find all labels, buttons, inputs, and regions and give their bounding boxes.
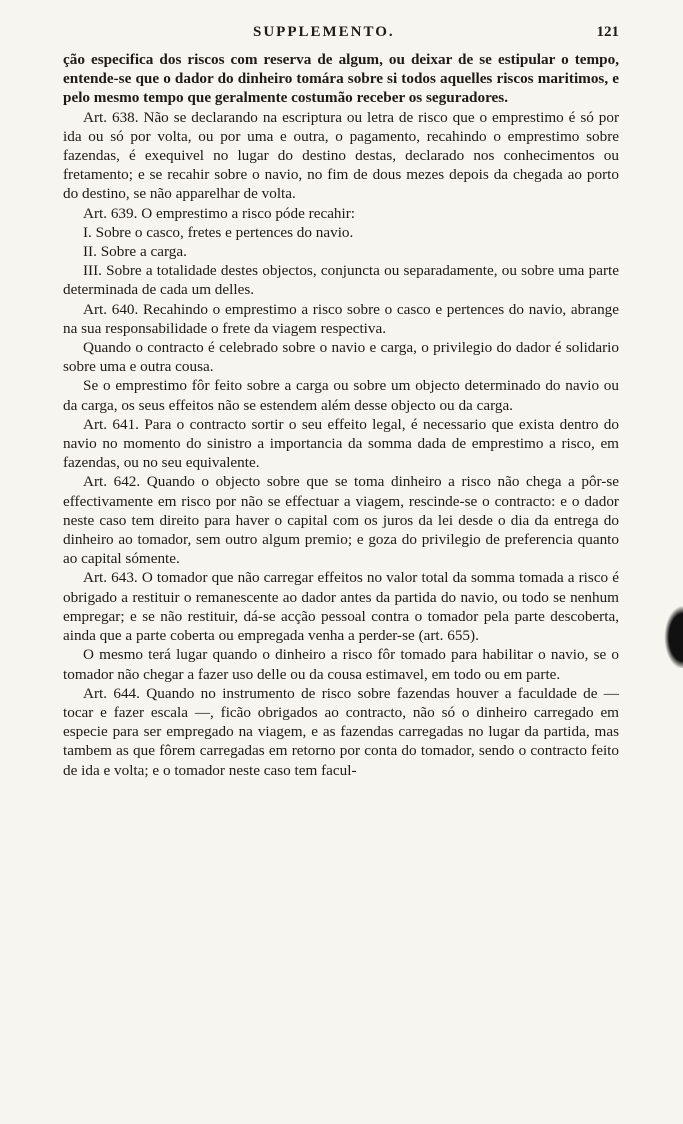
paragraph-art-644: Art. 644. Quando no instrumento de risco sobre fazendas houver a faculdade de — tocar e fazer escala —, ficão obrigados ao contracto, não só o dinheiro carregado em especie para ser empregado na viagem, e as fazendas carregadas no lugar da partida, mas tambem as que fôrem carregadas em retorno por conta do tomador, sendo o contracto feito de ida e volta; e o tomador neste caso tem facul- (63, 684, 619, 779)
paragraph-art-642: Art. 642. Quando o objecto sobre que se toma dinheiro a risco não chega a pôr-se effectivamente em risco por não se effectuar a viagem, rescinde-se o contracto: e o dador neste caso tem direito para haver o capital com os juros da lei desde o dia da entrega do dinheiro ao tomador, sem outro algum premio; e goza do privilegio de preferencia quanto ao capital sómente. (63, 473, 619, 568)
running-title: SUPPLEMENTO. (253, 24, 395, 40)
paragraph-contract-navio-carga: Quando o contracto é celebrado sobre o navio e carga, o privilegio do dador é solidario sobre uma e outra cousa. (63, 339, 619, 376)
body-text (63, 50, 619, 780)
paragraph-art-639: Art. 639. O emprestimo a risco póde recahir: (83, 204, 356, 222)
page-number: 121 (596, 24, 619, 40)
paragraph-art-640: Art. 640. Recahindo o emprestimo a risco sobre o casco e pertences do navio, abrange na sua responsabilidade o frete da viagem respectiva. (63, 300, 619, 337)
paragraph-item-ii: II. Sobre a carga. (83, 243, 187, 261)
paragraph-item-iii: III. Sobre a totalidade destes objectos, conjuncta ou separadamente, ou sobre uma parte determinada de cada um delles. (63, 262, 619, 299)
book-page (63, 22, 619, 780)
page-header (63, 22, 619, 50)
binding-ink-mark (661, 600, 683, 668)
paragraph-item-i: I. Sobre o casco, fretes e pertences do navio. (83, 223, 354, 241)
paragraph-emprestimo-carga: Se o emprestimo fôr feito sobre a carga ou sobre um objecto determinado do navio ou da carga, os seus effeitos não se estendem além desse objecto ou da carga. (63, 377, 619, 414)
paragraph-continuation: ção especifica dos riscos com reserva de algum, ou deixar de se estipular o tempo, entende-se que o dador do dinheiro tomára sobre si todos aquelles riscos maritimos, e pelo mesmo tempo que geralmente costumão receber os seguradores. (63, 51, 619, 107)
paragraph-habilitar-navio: O mesmo terá lugar quando o dinheiro a risco fôr tomado para habilitar o navio, se o tomador não chegar a fazer uso delle ou da cousa estimavel, em todo ou em parte. (63, 646, 619, 683)
paragraph-art-638: Art. 638. Não se declarando na escriptura ou letra de risco que o emprestimo é só por ida ou só por volta, ou por uma e outra, o pagamento, recahindo o emprestimo sobre fazendas, é exequivel no lugar do destino destas, declarado nos conhecimentos ou fretamento; e se recahir sobre o navio, no fim de dous mezes depois da chegada ao porto do destino, se não apparelhar de volta. (63, 108, 619, 203)
paragraph-art-641: Art. 641. Para o contracto sortir o seu effeito legal, é necessario que exista dentro do navio no momento do sinistro a importancia da somma dada de emprestimo a risco, em fazendas, ou no seu equivalente. (63, 415, 619, 472)
paragraph-art-643: Art. 643. O tomador que não carregar effeitos no valor total da somma tomada a risco é obrigado a restituir o remanescente ao dador antes da partida do navio, ou todo se nenhum empregar; e se não restituir, dá-se acção pessoal contra o tomador pela parte descoberta, ainda que a parte coberta ou empregada venha a perder-se (art. 655). (63, 569, 619, 645)
